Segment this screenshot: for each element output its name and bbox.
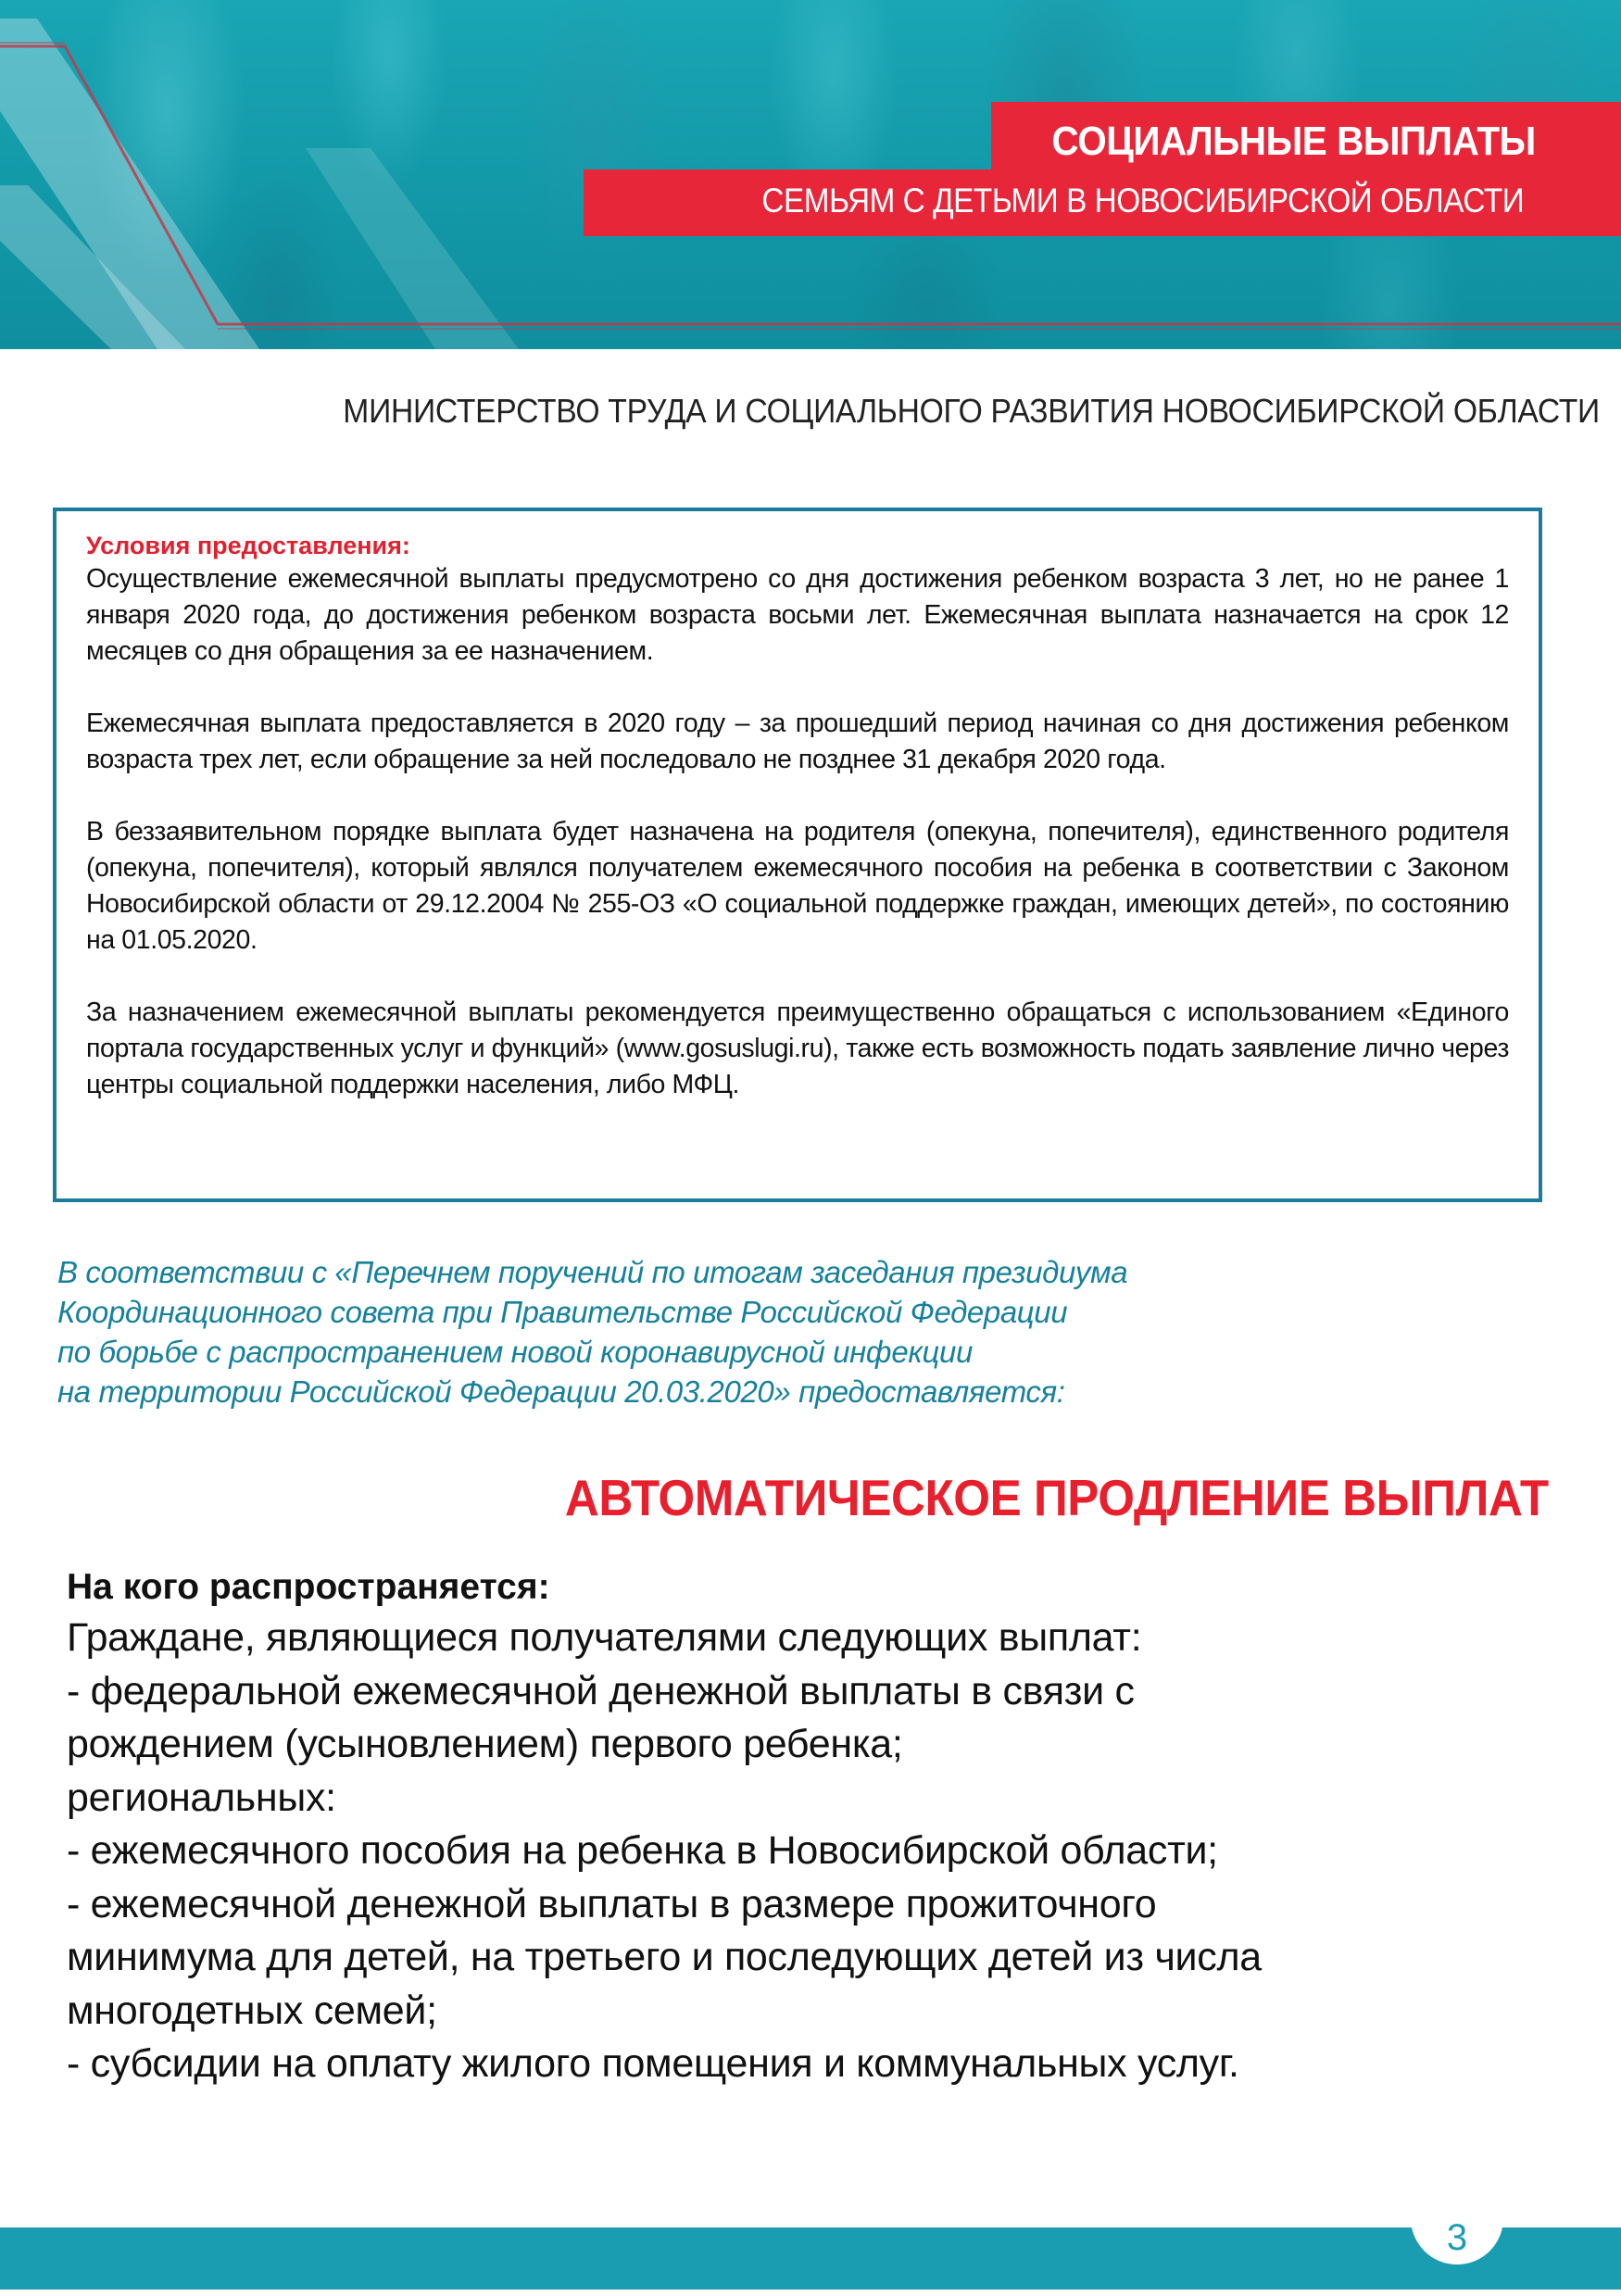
eligibility-line: Граждане, являющиеся получателями следующих выплат: (67, 1615, 1142, 1660)
intro-line: по борьбе с распространением новой коронавирусной инфекции (57, 1335, 973, 1369)
conditions-title: Условия предоставления: (86, 532, 410, 559)
conditions-paragraph: Осуществление ежемесячной выплаты предусмотрено со дня достижения ребенком возраста 3 лет, но не ранее 1 января 2020 года, до достижения ребенком возраста восьми лет. Ежемесячная выплата назначается на срок 12 месяцев со дня обращения за ее назначением. (86, 564, 1509, 666)
eligibility-line: - субсидии на оплату жилого помещения и коммунальных услуг. (67, 2041, 1239, 2086)
eligibility-line: - федеральной ежемесячной денежной выплаты в связи с (67, 1668, 1135, 1713)
footer-bar (0, 2227, 1621, 2290)
page-subtitle: СЕМЬЯМ С ДЕТЬМИ В НОВОСИБИРСКОЙ ОБЛАСТИ (761, 182, 1524, 220)
eligibility-line: - ежемесячного пособия на ребенка в Новосибирской области; (67, 1828, 1218, 1873)
ministry-name: МИНИСТЕРСТВО ТРУДА И СОЦИАЛЬНОГО РАЗВИТИЯ НОВОСИБИРСКОЙ ОБЛАСТИ (343, 392, 1600, 430)
eligibility-line: - ежемесячной денежной выплаты в размере прожиточного (67, 1881, 1157, 1926)
conditions-paragraph: Ежемесячная выплата предоставляется в 2020 году – за прошедший период начиная со дня достижения ребенком возраста трех лет, если обращение за ней последовало не позднее 31 декабря 2020 года. (86, 709, 1509, 774)
eligibility-line: рождением (усыновлением) первого ребенка; (67, 1722, 903, 1766)
light-stripe (306, 148, 519, 349)
legal-basis-text (57, 1252, 1354, 1411)
header-banner (0, 0, 1621, 349)
conditions-box (53, 508, 1542, 1202)
intro-line: на территории Российской Федерации 20.03.2020» предоставляется: (57, 1374, 1065, 1409)
page-number: 3 (1446, 2217, 1468, 2258)
intro-line: В соответствии с «Перечнем поручений по итогам заседания президиума (57, 1255, 1128, 1289)
eligibility-line: минимума для детей, на третьего и последующих детей из числа (67, 1935, 1262, 1979)
intro-line: Координационного совета при Правительстве Российской Федерации (57, 1295, 1068, 1329)
section-headline: АВТОМАТИЧЕСКОЕ ПРОДЛЕНИЕ ВЫПЛАТ (565, 1469, 1549, 1526)
conditions-paragraph: В беззаявительном порядке выплата будет назначена на родителя (опекуна, попечителя), единственного родителя (опекуна, попечителя), который являлся получателем ежемесячного пособия на ребенка в соответствии с Законом Новосибирской области от 29.12.2004 № 255-ОЗ «О социальной поддержке граждан, имеющих детей», по состоянию на 01.05.2020. (86, 817, 1509, 955)
page-title: СОЦИАЛЬНЫЕ ВЫПЛАТЫ (1051, 119, 1536, 164)
eligibility-line: региональных: (67, 1775, 336, 1820)
conditions-paragraph: За назначением ежемесячной выплаты рекомендуется преимущественно обращаться с использованием «Единого портала государственных услуг и функций» (www.gosuslugi.ru), также есть возможность подать заявление лично через центры социальной поддержки населения, либо МФЦ. (86, 997, 1509, 1099)
eligibility-section (67, 1563, 1512, 2091)
eligibility-line: многодетных семей; (67, 1988, 437, 2033)
eligibility-title: На кого распространяется: (67, 1567, 550, 1607)
